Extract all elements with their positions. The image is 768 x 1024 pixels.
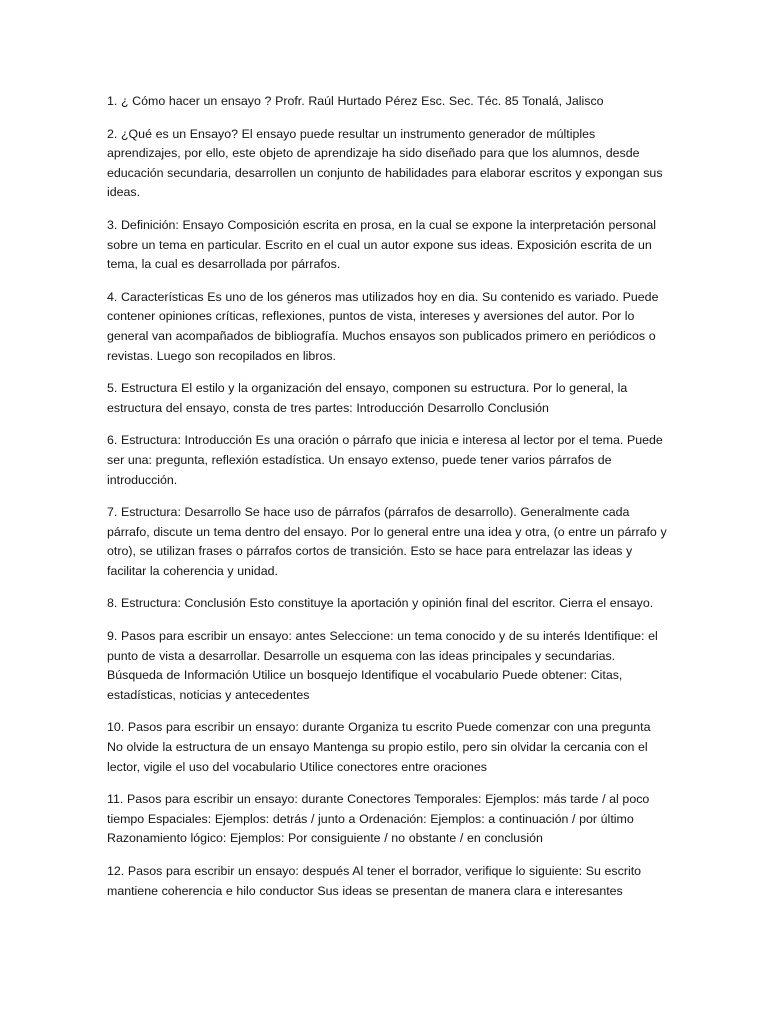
paragraph-9: 9. Pasos para escribir un ensayo: antes Seleccione: un tema conocido y de su interés Identifique: el punto de vista a desarrollar. Desarrolle un esquema con las ideas principales y secundarias. Búsqueda de Información Utilice un bosquejo Identifique el vocabulario Puede obtener: Citas, estadísticas, noticias y antecedentes	[107, 629, 658, 702]
paragraph-12: 12. Pasos para escribir un ensayo: después Al tener el borrador, verifique lo siguiente: Su escrito mantiene coherencia e hilo conductor Sus ideas se presentan de manera clara e interesantes	[107, 864, 642, 898]
paragraph-3: 3. Definición: Ensayo Composición escrita en prosa, en la cual se expone la interpretación personal sobre un tema en particular. Escrito en el cual un autor expone sus ideas. Exposición escrita de un tema, la cual es desarrollada por párrafos.	[107, 217, 656, 272]
paragraph-6: 6. Estructura: Introducción Es una oración o párrafo que inicia e interesa al lector por el tema. Puede ser una: pregunta, reflexión estadística. Un ensayo extenso, puede tener varios párrafos de introducción.	[107, 433, 663, 487]
paragraph-5: 5. Estructura El estilo y la organización del ensayo, componen su estructura. Por lo general, la estructura del ensayo, consta de tres partes: Introducción Desarrollo Conclusión	[107, 381, 628, 415]
document-page	[107, 92, 667, 914]
paragraph-10: 10. Pasos para escribir un ensayo: durante Organiza tu escrito Puede comenzar con una pregunta No olvide la estructura de un ensayo Mantenga su propio estilo, pero sin olvidar la cercania con el lector, vigile el uso del vocabulario Utilice conectores entre oraciones	[107, 720, 651, 774]
paragraph-8: 8. Estructura: Conclusión Esto constituye la aportación y opinión final del escritor. Cierra el ensayo.	[107, 596, 654, 611]
paragraph-4: 4. Características Es uno de los géneros mas utilizados hoy en dia. Su contenido es variado. Puede contener opiniones críticas, reflexiones, puntos de vista, intereses y aversiones del autor. Por lo general van acompañados de bibliografía. Muchos ensayos son publicados primero en periódicos o revistas. Luego son recopilados en libros.	[107, 289, 659, 363]
paragraph-2: 2. ¿Qué es un Ensayo? El ensayo puede resultar un instrumento generador de múltiples aprendizajes, por ello, este objeto de aprendizaje ha sido diseñado para que los alumnos, desde educación secundaria, desarrollen un conjunto de habilidades para elaborar escritos y expongan sus ideas.	[107, 126, 663, 200]
paragraph-7: 7. Estructura: Desarrollo Se hace uso de párrafos (párrafos de desarrollo). Generalmente cada párrafo, discute un tema dentro del ensayo. Por lo general entre una idea y otra, (o entre un párrafo y otro), se utilizan frases o párrafos cortos de transición. Esto se hace para entrelazar las ideas y facilitar la coherencia y unidad.	[107, 505, 667, 578]
paragraph-1: 1. ¿ Cómo hacer un ensayo ? Profr. Raúl Hurtado Pérez Esc. Sec. Téc. 85 Tonalá, Jalisco	[107, 94, 604, 108]
paragraph-11: 11. Pasos para escribir un ensayo: durante Conectores Temporales: Ejemplos: más tarde / al poco tiempo Espaciales: Ejemplos: detrás / junto a Ordenación: Ejemplos: a continuación / por último Razonamiento lógico: Ejemplos: Por consiguiente / no obstante / en conclusión	[107, 792, 650, 846]
